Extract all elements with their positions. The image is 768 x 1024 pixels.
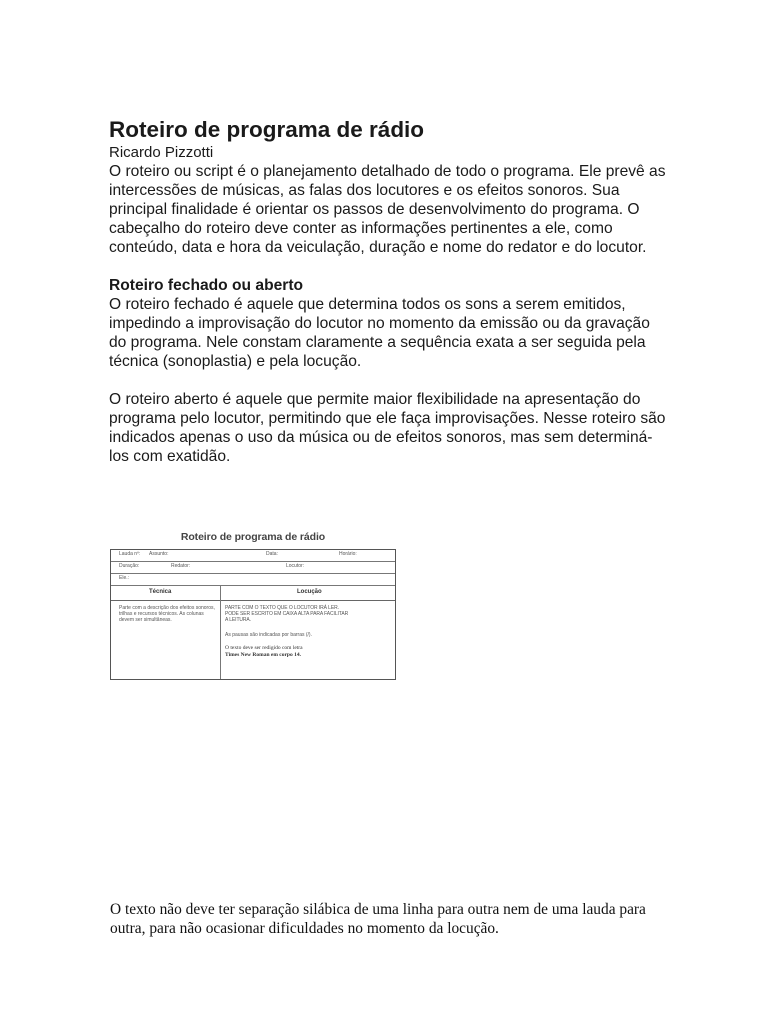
spacer: [109, 257, 669, 276]
tecnica-header: Técnica: [149, 589, 172, 595]
assunto-label: Assunto:: [149, 551, 169, 557]
horario-label: Horário:: [339, 551, 357, 557]
tecnica-description: Parte com a descrição dos efeitos sonoros, trilhas e recursos técnicos. As colunas devem ser simultâneas.: [119, 605, 215, 623]
locutor-label: Locutor:: [286, 563, 305, 569]
script-template-table: [110, 549, 396, 680]
header-row-1: [111, 550, 395, 562]
column-header-row: [111, 586, 395, 601]
document-title: Roteiro de programa de rádio: [109, 117, 425, 142]
duracao-label: Duração:: [119, 563, 140, 569]
ele-label: Ele.:: [119, 575, 130, 581]
footer-paragraph: O texto não deve ter separação silábica de uma linha para outra nem de uma lauda para outra, para não ocasionar dificuldades no momento da locução.: [110, 901, 646, 937]
locucao-pausas-text: As pausas são indicadas por barras (/).: [225, 632, 312, 638]
document-body: [109, 116, 669, 466]
intro-paragraph: O roteiro ou script é o planejamento detalhado de todo o programa. Ele prevê as intercessões de músicas, as falas dos locutores e os efeitos sonoros. Sua principal finalidade é orientar os passos de desenvolvimento do programa. O cabeçalho do roteiro deve conter as informações pertinentes a ele, como conteúdo, data e hora da veiculação, duração e nome do redator e do locutor.: [109, 163, 666, 256]
header-row-2: [111, 562, 395, 574]
script-template-figure: [110, 530, 396, 680]
header-row-3: [111, 574, 395, 586]
closed-script-paragraph: O roteiro fechado é aquele que determina todos os sons a serem emitidos, impedindo a improvisação do locutor no momento da emissão ou da gravação do programa. Nele constam claramente a sequência exata a ser seguida pela técnica (sonoplastia) e pela locução.: [109, 296, 650, 370]
column-divider: [220, 586, 221, 679]
locucao-caps-text: PARTE COM O TEXTO QUE O LOCUTOR IRÁ LER. PODE SER ESCRITO EM CAIXA ALTA PARA FACILITAR A LEITURA.: [225, 605, 349, 623]
locucao-note-line1: O texto deve ser redigido com letra: [225, 645, 303, 651]
locucao-header: Locução: [297, 589, 322, 595]
figure-title: Roteiro de programa de rádio: [180, 531, 326, 543]
document-author: Ricardo Pizzotti: [109, 144, 214, 161]
section-heading: Roteiro fechado ou aberto: [109, 277, 304, 294]
data-label: Data:: [266, 551, 278, 557]
locucao-note-line2: Times New Roman em corpo 14.: [225, 652, 301, 658]
spacer: [109, 371, 669, 390]
redator-label: Redator:: [171, 563, 191, 569]
open-script-paragraph: O roteiro aberto é aquele que permite maior flexibilidade na apresentação do programa pelo locutor, permitindo que ele faça improvisações. Nesse roteiro são indicados apenas o uso da música ou de efeitos sonoros, mas sem determiná-los com exatidão.: [109, 391, 666, 465]
lauda-label: Lauda nº:: [119, 551, 141, 557]
